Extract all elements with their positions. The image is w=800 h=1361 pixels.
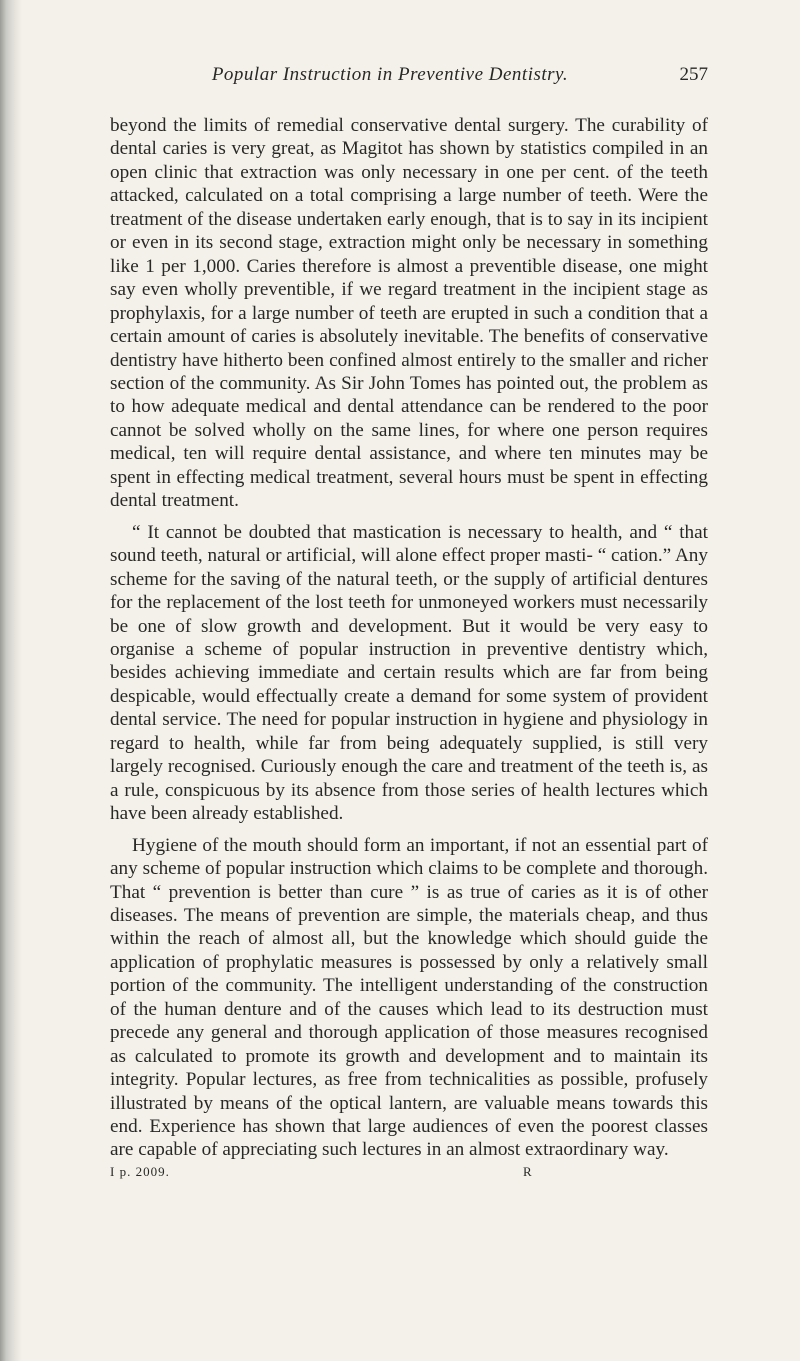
book-page (110, 62, 708, 1184)
page-number: 257 (679, 64, 708, 85)
book-binding-shadow (0, 0, 22, 1361)
printer-signature: I p. 2009. (110, 1163, 170, 1179)
running-title: Popular Instruction in Preventive Dentistry. (211, 64, 569, 85)
paragraph-1: beyond the limits of remedial conservative dental surgery. The curability of dental caries is very great, as Magitot has shown by statistics compiled in an open clinic that extraction was only necessary in one per cent. of the teeth attacked, calculated on a total comprising a large number of teeth. Were the treatment of the disease undertaken early enough, that is to say in its incipient or even in its second stage, extraction might only be necessary in something like 1 per 1,000. Caries therefore is almost a preventible disease, one might say even wholly preventible, if we regard treatment in the incipient stage as prophylaxis, for a large number of teeth are erupted in such a condition that a certain amount of caries is absolutely inevitable. The benefits of conservative dentistry have hitherto been confined almost entirely to the smaller and richer section of the community. As Sir John Tomes has pointed out, the problem as to how adequate medical and dental attendance can be rendered to the poor cannot be solved wholly on the same lines, for where one person requires medical, ten will require dental assistance, and where ten minutes may be spent in effecting medical treatment, several hours must be spent in effecting dental treatment. (110, 115, 708, 512)
signature-mark: R (523, 1163, 533, 1179)
running-head (110, 62, 708, 92)
paragraph-3: Hygiene of the mouth should form an important, if not an essential part of any scheme of popular instruction which claims to be complete and thorough. That “ prevention is better than cure ” is as true of caries as it is of other diseases. The means of prevention are simple, the materials cheap, and thus within the reach of almost all, but the knowledge which should guide the application of prophylatic measures is possessed by only a relatively small portion of the community. The intelligent understanding of the construction of the human denture and of the causes which lead to its destruction must precede any general and thorough application of those measures recognised as calculated to promote its growth and development and to maintain its integrity. Popular lectures, as free from technicalities as possible, profusely illustrated by means of the optical lantern, are valuable means towards this end. Experience has shown that large audiences of even the poorest classes are capable of appreciating such lectures in an almost extraordinary way. (110, 834, 708, 1161)
page-footer (110, 1164, 708, 1184)
body-text (110, 114, 708, 1162)
paragraph-2: “ It cannot be doubted that mastication is necessary to health, and “ that sound teeth, natural or artificial, will alone effect proper masti- “ cation.” Any scheme for the saving of the natural teeth, or the supply of artificial dentures for the replacement of the lost teeth for unmoneyed workers must necessarily be one of slow growth and development. But it would be very easy to organise a scheme of popular instruction in preventive dentistry which, besides achieving immediate and certain results which are far from being despicable, would effectually create a demand for some system of provident dental service. The need for popular instruction in hygiene and physiology in regard to health, while far from being adequately supplied, is still very largely recognised. Curiously enough the care and treatment of the teeth is, as a rule, conspicuous by its absence from those series of health lectures which have been already established. (110, 521, 708, 825)
